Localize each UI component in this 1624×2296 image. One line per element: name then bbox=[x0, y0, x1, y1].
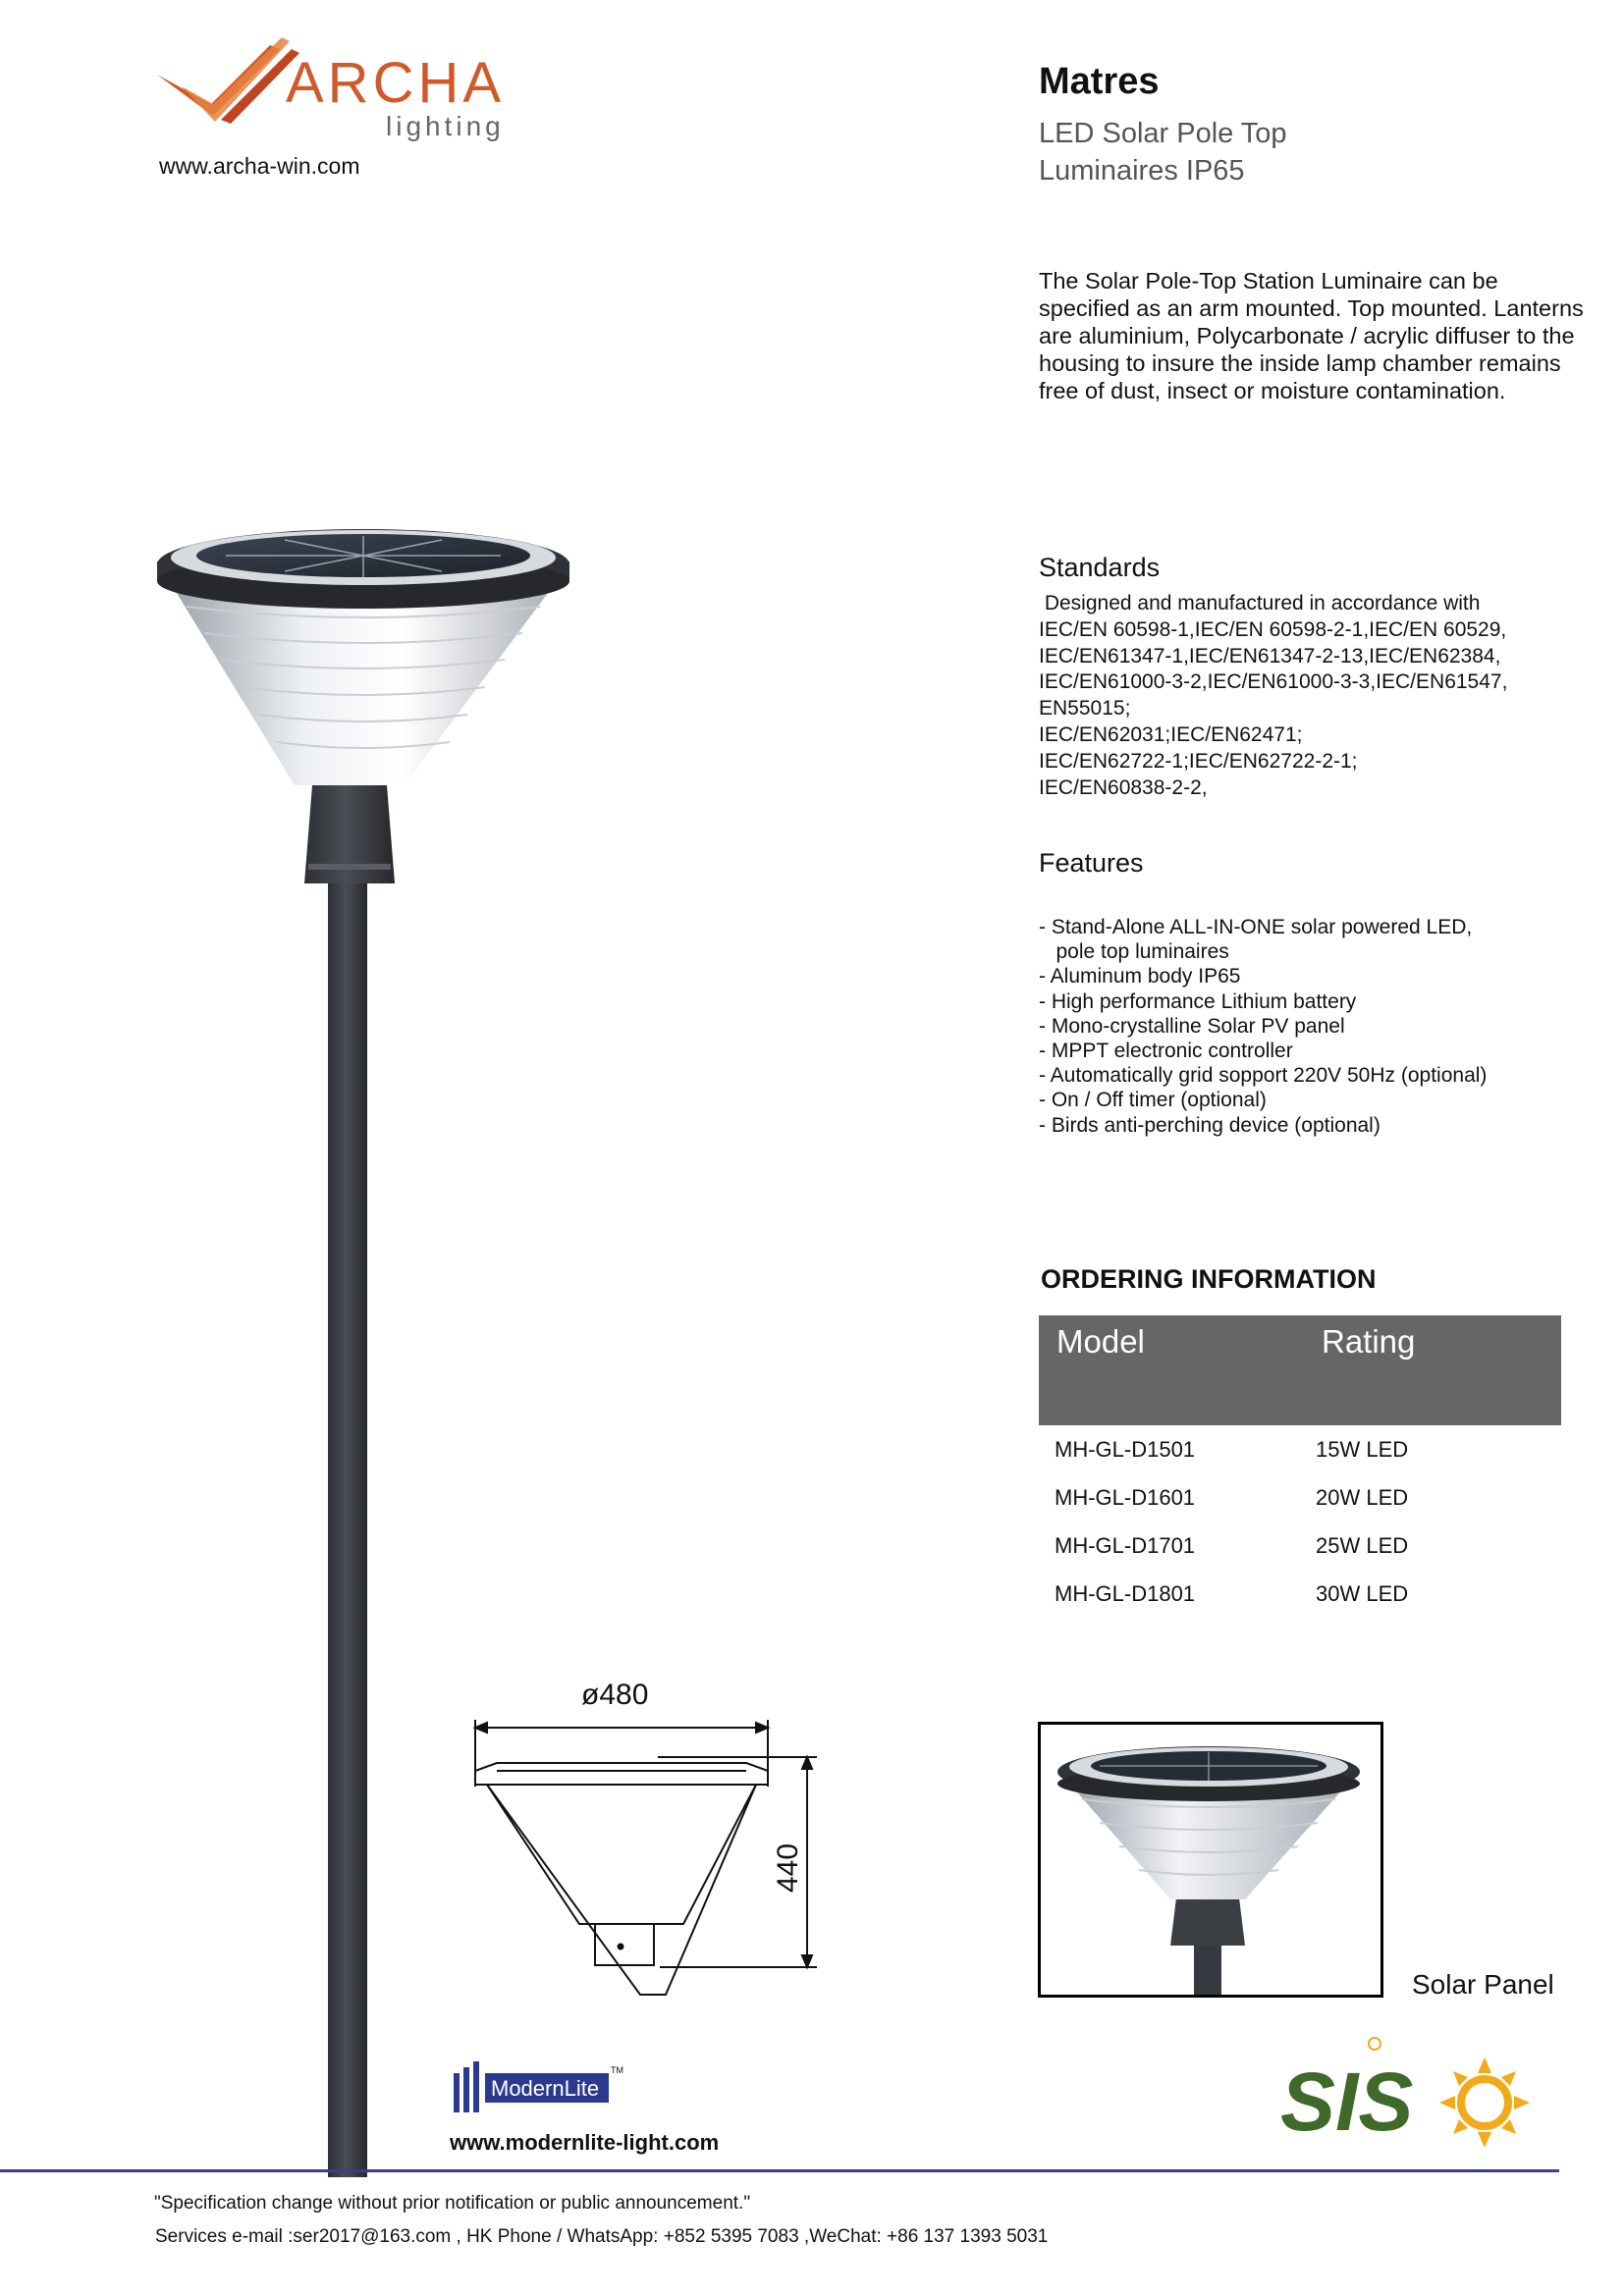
ordering-header-row bbox=[1039, 1315, 1561, 1425]
standards-heading: Standards bbox=[1039, 553, 1161, 582]
diameter-label: ø480 bbox=[581, 1679, 649, 1711]
rating-cell: 20W LED bbox=[1316, 1484, 1409, 1510]
footer-divider bbox=[0, 2169, 1559, 2172]
features-heading: Features bbox=[1039, 848, 1144, 878]
dimension-drawing bbox=[452, 1669, 844, 2042]
small-sun-icon bbox=[1369, 2038, 1380, 2050]
feature-item: - Stand-Alone ALL-IN-ONE solar powered LED, bbox=[1039, 916, 1473, 938]
feature-item: - Automatically grid sopport 220V 50Hz (optional) bbox=[1039, 1064, 1488, 1088]
rating-cell: 25W LED bbox=[1316, 1532, 1409, 1558]
table-row bbox=[1039, 1570, 1561, 1618]
archa-logo bbox=[152, 35, 525, 145]
model-cell: MH-GL-D1501 bbox=[1055, 1436, 1196, 1462]
feature-item: - Birds anti-perching device (optional) bbox=[1039, 1113, 1380, 1137]
footer-contact: Services e-mail :ser2017@163.com , HK Phone / WhatsApp: +852 5395 7083 ,WeChat: +86 137 1393 5031 bbox=[155, 2226, 1049, 2247]
product-subtitle-line2: Luminaires IP65 bbox=[1039, 155, 1245, 187]
table-row bbox=[1039, 1425, 1561, 1473]
product-intro: The Solar Pole-Top Station Luminaire can be specified as an arm mounted. Top mounted. Lanterns are aluminium, Polycarbonate / acrylic diffuser to the housing to insure the inside lamp chamber remains free of dust, insect or moisture contamination. bbox=[1039, 268, 1584, 403]
standards-line: EN55015; bbox=[1039, 697, 1131, 721]
standards-body bbox=[1039, 591, 1598, 801]
standards-line: IEC/EN61000-3-2,IEC/EN61000-3-3,IEC/EN61547, bbox=[1039, 670, 1508, 694]
modernlite-text: ModernLite bbox=[491, 2076, 600, 2101]
rating-cell: 30W LED bbox=[1316, 1580, 1409, 1606]
product-subtitle-line1: LED Solar Pole Top bbox=[1039, 118, 1287, 149]
standards-line: IEC/EN62722-1;IEC/EN62722-2-1; bbox=[1039, 749, 1358, 773]
feature-item: - Aluminum body IP65 bbox=[1039, 965, 1241, 988]
feature-item: - High performance Lithium battery bbox=[1039, 989, 1357, 1013]
table-row bbox=[1039, 1522, 1561, 1570]
ordering-heading: ORDERING INFORMATION bbox=[1041, 1264, 1377, 1294]
standards-line: IEC/EN61347-1,IEC/EN61347-2-13,IEC/EN62384, bbox=[1039, 644, 1501, 667]
product-thumbnail bbox=[1038, 1722, 1383, 1998]
brand-sub: lighting bbox=[386, 111, 505, 141]
feature-item: - On / Off timer (optional) bbox=[1039, 1089, 1267, 1112]
feature-item: - MPPT electronic controller bbox=[1039, 1040, 1293, 1063]
features-list bbox=[1039, 915, 1598, 1138]
model-cell: MH-GL-D1601 bbox=[1055, 1484, 1196, 1510]
rating-cell: 15W LED bbox=[1316, 1436, 1409, 1462]
sis-logo bbox=[1276, 2032, 1571, 2150]
modernlite-tm: TM bbox=[611, 2065, 623, 2075]
feature-item: pole top luminaires bbox=[1039, 940, 1229, 964]
thumbnail-lamp-image bbox=[1041, 1725, 1380, 1995]
standards-line: Designed and manufactured in accordance with bbox=[1039, 592, 1481, 614]
column-rating: Rating bbox=[1304, 1315, 1561, 1425]
footer-disclaimer: "Specification change without prior notification or public announcement." bbox=[154, 2193, 751, 2214]
model-cell: MH-GL-D1701 bbox=[1055, 1532, 1196, 1558]
sis-text: SIS bbox=[1280, 2056, 1414, 2148]
model-cell: MH-GL-D1801 bbox=[1055, 1580, 1196, 1606]
brand-name: ARCHA bbox=[286, 51, 506, 115]
archa-website[interactable]: www.archa-win.com bbox=[159, 153, 360, 179]
standards-line: IEC/EN60838-2-2, bbox=[1039, 775, 1208, 799]
modernlite-logo bbox=[452, 2059, 648, 2114]
column-model: Model bbox=[1039, 1315, 1304, 1425]
sun-icon bbox=[1439, 2057, 1530, 2148]
thumbnail-caption: Solar Panel bbox=[1412, 1969, 1554, 2000]
feature-item: - Mono-crystalline Solar PV panel bbox=[1039, 1014, 1345, 1038]
height-label: 440 bbox=[772, 1842, 804, 1893]
archa-swoosh-icon bbox=[157, 37, 299, 124]
ordering-table bbox=[1039, 1315, 1561, 1618]
standards-line: IEC/EN 60598-1,IEC/EN 60598-2-1,IEC/EN 60529, bbox=[1039, 617, 1507, 641]
product-title: Matres bbox=[1039, 61, 1160, 102]
standards-line: IEC/EN62031;IEC/EN62471; bbox=[1039, 722, 1303, 746]
modernlite-bars-icon bbox=[454, 2061, 479, 2112]
modernlite-website[interactable]: www.modernlite-light.com bbox=[450, 2130, 720, 2155]
table-row bbox=[1039, 1473, 1561, 1522]
